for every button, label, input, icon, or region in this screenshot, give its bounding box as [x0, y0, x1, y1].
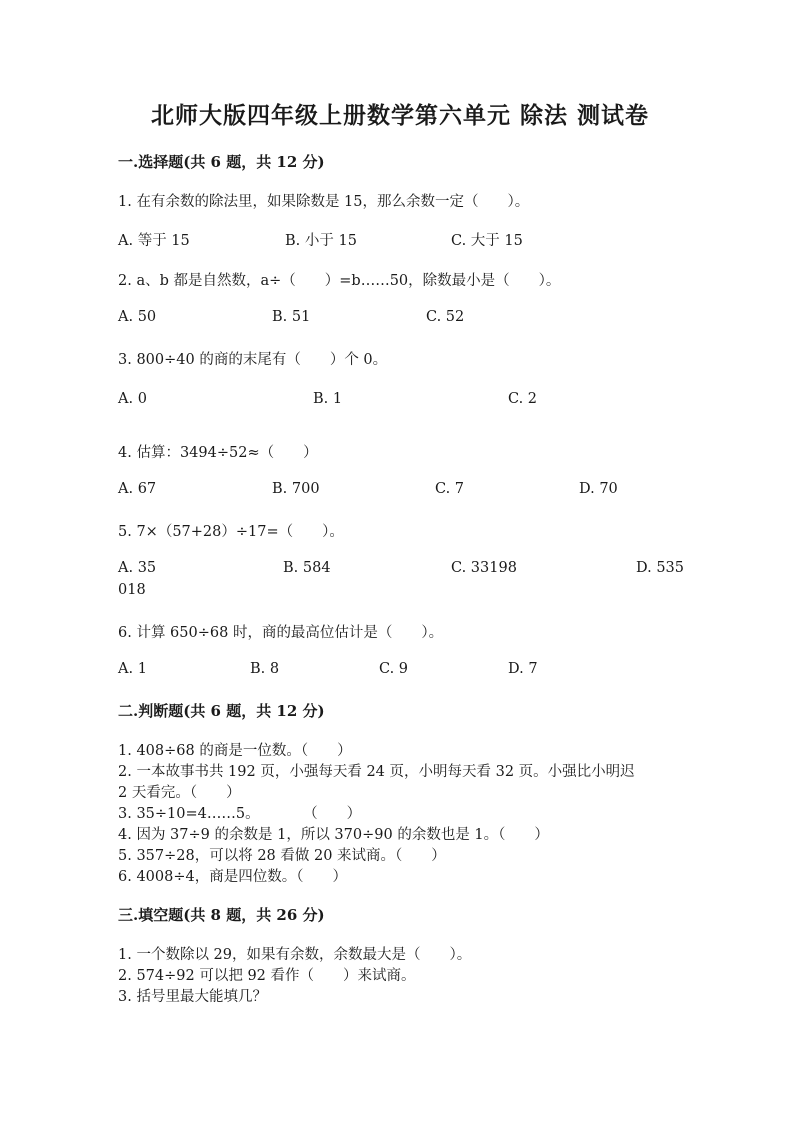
page-title: 北师大版四年级上册数学第六单元 除法 测试卷 [150, 102, 649, 129]
judge-line-4: 4. 因为 37÷9 的余数是 1，所以 370÷90 的余数也是 1。（ ） [118, 827, 549, 843]
option-1-5-d-wrap: 018 [118, 582, 146, 598]
section-3-heading: 三.填空题(共 8 题，共 26 分) [118, 906, 325, 924]
option-1-5-a: A. 35 [118, 560, 157, 576]
option-1-4-c: C. 7 [435, 481, 465, 497]
option-1-6-b: B. 8 [250, 661, 280, 677]
option-1-6-a: A. 1 [118, 661, 147, 677]
judge-line-2-cont: 2 天看完。（ ） [118, 785, 241, 801]
judge-line-5: 5. 357÷28，可以将 28 看做 20 来试商。（ ） [118, 848, 446, 864]
judge-line-3: 3. 35÷10=4……5。 （ ） [118, 806, 362, 822]
option-1-1-c: C. 大于 15 [451, 233, 523, 249]
option-1-1-a: A. 等于 15 [118, 233, 190, 249]
option-1-2-c: C. 52 [426, 309, 465, 325]
question-1-1: 1. 在有余数的除法里，如果除数是 15，那么余数一定（ ）。 [118, 194, 530, 210]
judge-line-2: 2. 一本故事书共 192 页，小强每天看 24 页，小明每天看 32 页。小强比小明迟 [118, 764, 635, 780]
question-1-6: 6. 计算 650÷68 时，商的最高位估计是（ ）。 [118, 625, 444, 641]
fill-line-1: 1. 一个数除以 29，如果有余数，余数最大是（ ）。 [118, 947, 472, 963]
option-1-2-a: A. 50 [118, 309, 157, 325]
option-1-4-b: B. 700 [272, 481, 320, 497]
section-1-heading: 一.选择题(共 6 题，共 12 分) [118, 153, 325, 171]
judge-line-6: 6. 4008÷4，商是四位数。（ ） [118, 869, 347, 885]
judge-line-1: 1. 408÷68 的商是一位数。（ ） [118, 743, 352, 759]
fill-line-2: 2. 574÷92 可以把 92 看作（ ）来试商。 [118, 968, 416, 984]
option-1-3-a: A. 0 [118, 391, 147, 407]
option-1-5-d: D. 535 [636, 560, 685, 576]
option-1-3-c: C. 2 [508, 391, 538, 407]
option-1-1-b: B. 小于 15 [285, 233, 357, 249]
option-1-2-b: B. 51 [272, 309, 311, 325]
question-1-2: 2. a、b 都是自然数，a÷（ ）=b……50，除数最小是（ ）。 [118, 273, 561, 289]
option-1-6-d: D. 7 [508, 661, 538, 677]
fill-line-3: 3. 括号里最大能填几？ [118, 989, 267, 1005]
question-1-3: 3. 800÷40 的商的末尾有（ ）个 0。 [118, 352, 388, 368]
option-1-4-d: D. 70 [579, 481, 618, 497]
option-1-5-b: B. 584 [283, 560, 331, 576]
option-1-3-b: B. 1 [313, 391, 343, 407]
section-2-heading: 二.判断题(共 6 题，共 12 分) [118, 702, 325, 720]
option-1-4-a: A. 67 [118, 481, 157, 497]
question-1-4: 4. 估算：3494÷52≈（ ） [118, 445, 318, 461]
option-1-5-c: C. 33198 [451, 560, 517, 576]
question-1-5: 5. 7×（57+28）÷17=（ ）。 [118, 524, 344, 540]
option-1-6-c: C. 9 [379, 661, 409, 677]
